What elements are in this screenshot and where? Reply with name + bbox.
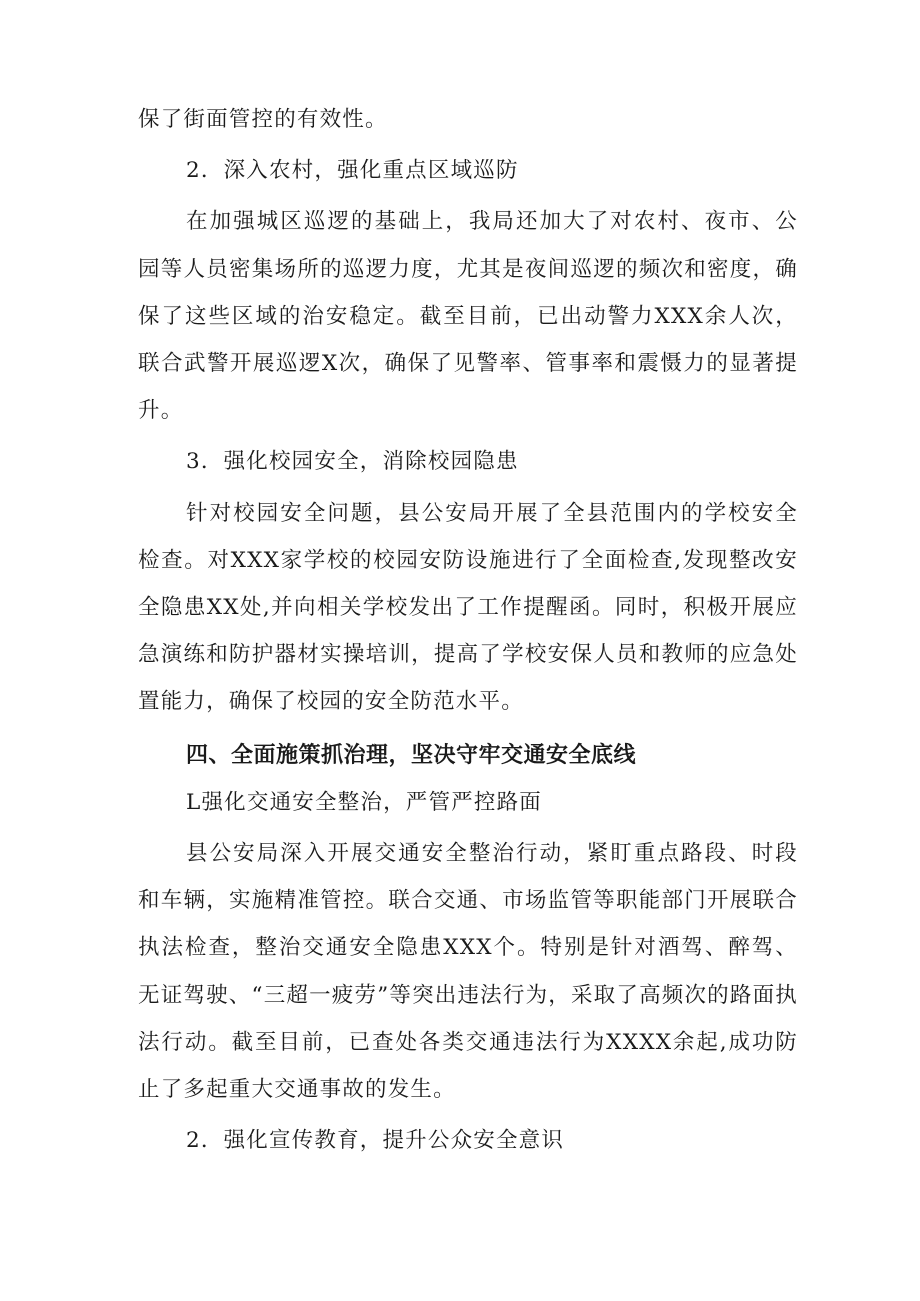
document-body [138, 96, 798, 1164]
intro-paragraph: 保了街面管控的有效性。 [138, 107, 388, 132]
subheading-3: 3．强化校园安全，消除校园隐患 [186, 449, 519, 475]
paragraph-traffic-safety: 县公安局深入开展交通安全整治行动，紧盯重点路段、时段和车辆，实施精准管控。联合交通、市场监管等职能部门开展联合执法检查，整治交通安全隐患XXX个。特别是针对酒驾、醉驾、无证驾驶、“三超一疲劳”等突出违法行为，采取了高频次的路面执法行动。截至目前，已查处各类交通违法行为XXXX余起,成功防止了多起重大交通事故的发生。 [138, 841, 798, 1103]
subheading-4-2: 2．强化宣传教育，提升公众安全意识 [186, 1128, 565, 1154]
section-heading-4: 四、全面施策抓治理，坚决守牢交通安全底线 [186, 742, 637, 768]
paragraph-campus-safety: 针对校园安全问题，县公安局开展了全县范围内的学校安全检查。对XXX家学校的校园安防设施进行了全面检查,发现整改安全隐患XX处,并向相关学校发出了工作提醒函。同时，积极开展应急演练和防护器材实操培训，提高了学校安保人员和教师的应急处置能力，确保了校园的安全防范水平。 [138, 500, 798, 715]
subheading-2: 2．深入农村，强化重点区域巡防 [186, 158, 519, 184]
subheading-4-1: L强化交通安全整治，严管严控路面 [186, 789, 542, 815]
paragraph-rural-patrol: 在加强城区巡逻的基础上，我局还加大了对农村、夜市、公园等人员密集场所的巡逻力度，尤其是夜间巡逻的频次和密度，确保了这些区域的治安稳定。截至目前，已出动警力XXX余人次，联合武警开展巡逻X次，确保了见警率、管事率和震慑力的显著提升。 [138, 209, 798, 424]
